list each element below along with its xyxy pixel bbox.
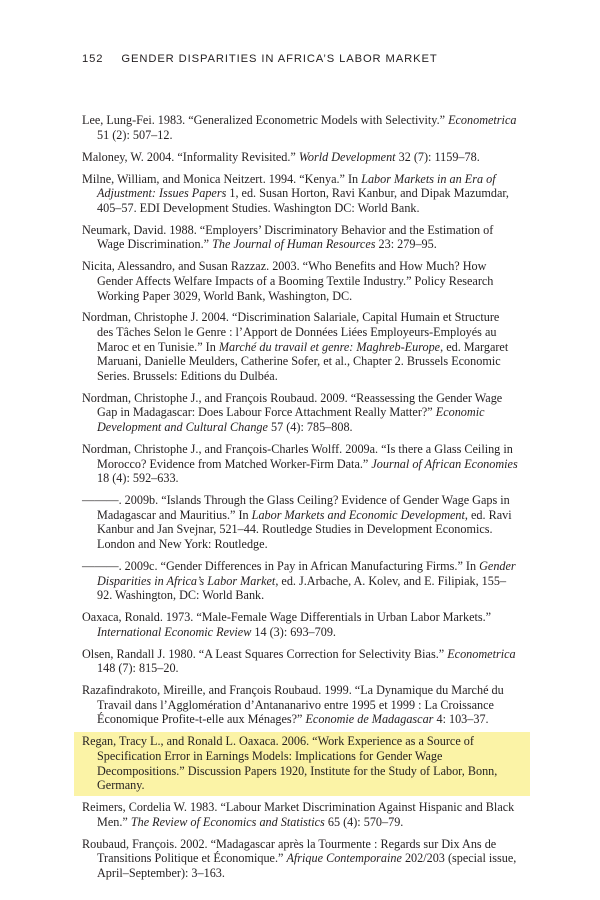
- page-number: 152: [82, 53, 104, 65]
- reference-entry-nordman-2009: Nordman, Christophe J., and François Roubaud. 2009. “Reassessing the Gender Wage Gap in Madagascar: Does Labour Force Attachment Really Matter?” Economic Development and Cultural Change 57 (4): 785–808.: [82, 390, 503, 435]
- reference-entry-roubaud: Roubaud, François. 2002. “Madagascar après la Tourmente : Regards sur Dix Ans de Transitions Politique et Économique.” Afrique Contemporaine 202/203 (special issue, April–September): 3–163.: [82, 836, 517, 880]
- reference-list: [82, 113, 518, 888]
- reference-entry-reimers: Reimers, Cordelia W. 1983. “Labour Market Discrimination Against Hispanic and Black Men.” The Review of Economics and Statistics 65 (4): 570–79.: [82, 800, 515, 829]
- running-header: [82, 53, 438, 65]
- reference-entry-nordman-2009c: ———. 2009c. “Gender Differences in Pay in African Manufacturing Firms.” In Gender Disparities in Africa’s Labor Market, ed. J.Arbache, A. Kolev, and E. Filipiak, 155–92. Washington, DC: World Bank.: [82, 558, 516, 603]
- reference-entry-neumark: Neumark, David. 1988. “Employers’ Discriminatory Behavior and the Estimation of Wage Discrimination.” The Journal of Human Resources 23: 279–95.: [82, 222, 494, 252]
- reference-entry-nicita: Nicita, Alessandro, and Susan Razzaz. 2003. “Who Benefits and How Much? How Gender Affects Welfare Impacts of a Booming Textile Industry.” Policy Research Working Paper 3029, World Bank, Washington, DC.: [82, 259, 494, 303]
- reference-entry-regan-highlighted: Regan, Tracy L., and Ronald L. Oaxaca. 2006. “Work Experience as a Source of Specification Error in Earnings Models: Implications for Gender Wage Decompositions.” Discussion Papers 1920, Institute for the Study of Labor, Bonn, Germany.: [74, 732, 530, 795]
- reference-entry-milne: Milne, William, and Monica Neitzert. 1994. “Kenya.” In Labor Markets in an Era of Adjustment: Issues Papers 1, ed. Susan Horton, Ravi Kanbur, and Dipak Mazumdar, 405–57. EDI Development Studies. Washington DC: World Bank.: [82, 171, 509, 215]
- reference-entry-olsen: Olsen, Randall J. 1980. “A Least Squares Correction for Selectivity Bias.” Econometrica 148 (7): 815–20.: [82, 646, 516, 676]
- reference-entry-maloney: Maloney, W. 2004. “Informality Revisited.” World Development 32 (7): 1159–78.: [82, 149, 480, 164]
- reference-entry-nordman-2009b: ———. 2009b. “Islands Through the Glass Ceiling? Evidence of Gender Wage Gaps in Madagascar and Mauritius.” In Labor Markets and Economic Development, ed. Ravi Kanbur and Jan Svejnar, 521–44. Routledge Studies in Development Economics. London and New York: Routledge.: [82, 493, 512, 551]
- reference-entry-oaxaca: Oaxaca, Ronald. 1973. “Male-Female Wage Differentials in Urban Labor Markets.” International Economic Review 14 (3): 693–709.: [82, 610, 492, 639]
- reference-entry-lee: Lee, Lung-Fei. 1983. “Generalized Econometric Models with Selectivity.” Econometrica 51 (2): 507–12.: [82, 113, 517, 142]
- reference-entry-nordman-2004: Nordman, Christophe J. 2004. “Discrimination Salariale, Capital Humain et Structure des Tâches Selon le Genre : l’Apport de Données Liées Employeurs-Employés au Maroc et en Tunisie.” In Marché du travail et genre: Maghreb-Europe, ed. Margaret Maruani, Danielle Meulders, Catherine Sofer, et al., Chapter 2. Brussels Economic Series. Brussels: Editions du Dulbéa.: [82, 310, 509, 383]
- reference-entry-nordman-2009a: Nordman, Christophe J., and François-Charles Wolff. 2009a. “Is there a Glass Ceiling in Morocco? Evidence from Matched Worker-Firm Data.” Journal of African Economies 18 (4): 592–633.: [82, 442, 518, 486]
- running-title: GENDER DISPARITIES IN AFRICA’S LABOR MARKET: [121, 53, 438, 65]
- reference-entry-razafindrakoto: Razafindrakoto, Mireille, and François Roubaud. 1999. “La Dynamique du Marché du Travail dans l’Agglomération d’Antananarivo entre 1995 et 1999 : La Croissance Économique Profite-t-elle aux Ménages?” Economie de Madagascar 4: 103–37.: [82, 683, 504, 727]
